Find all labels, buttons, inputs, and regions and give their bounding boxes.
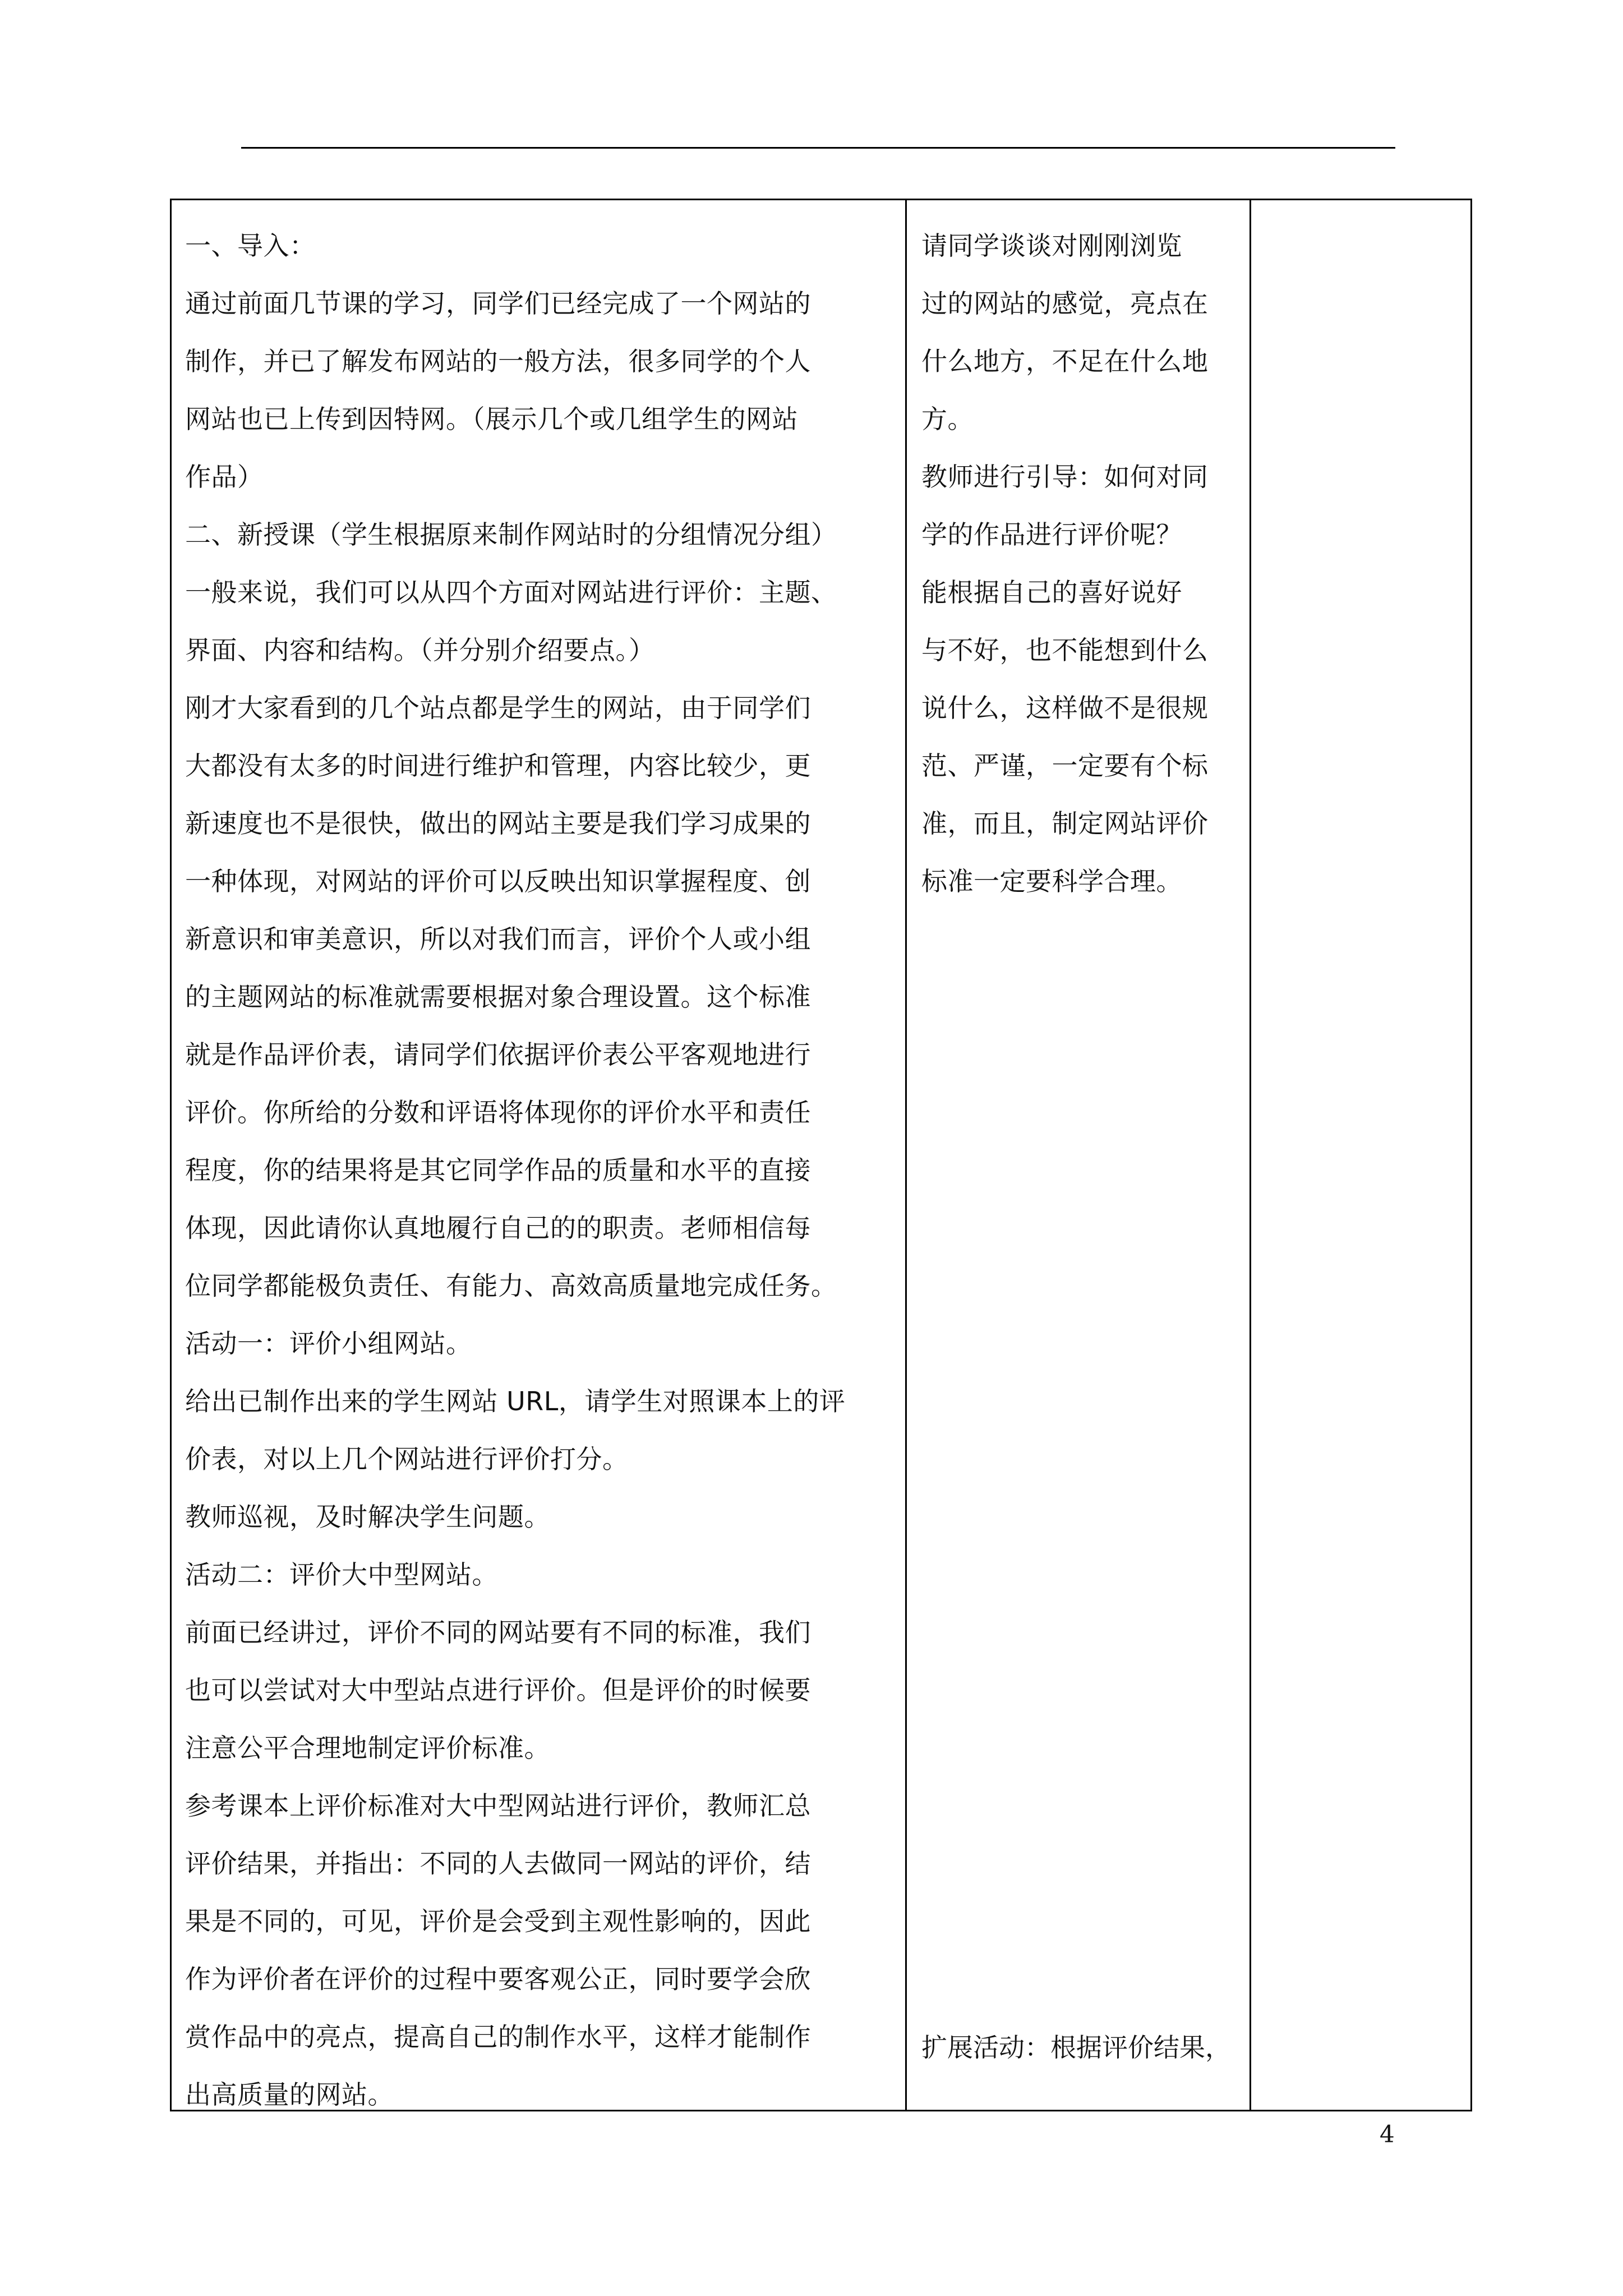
main-text-line: 二、新授课（学生根据原来制作网站时的分组情况分组）	[185, 519, 837, 550]
teacher-text-line: 请同学谈谈对刚刚浏览	[921, 231, 1182, 261]
main-text-line: 活动一：评价小组网站。	[185, 1328, 472, 1359]
main-text-line: 注意公平合理地制定评价标准。	[185, 1733, 550, 1763]
teacher-text-line: 范、严谨，一定要有个标	[921, 751, 1209, 781]
main-text-line: 的主题网站的标准就需要根据对象合理设置。这个标准	[185, 982, 811, 1012]
main-content-cell	[172, 200, 907, 2110]
teacher-text-line: 标准一定要科学合理。	[921, 866, 1182, 896]
main-text-line: 新意识和审美意识，所以对我们而言，评价个人或小组	[185, 924, 811, 954]
main-text-line: 一种体现，对网站的评价可以反映出知识掌握程度、创	[185, 866, 811, 896]
main-text-line: 刚才大家看到的几个站点都是学生的网站，由于同学们	[185, 693, 811, 723]
main-text-line: 一般来说，我们可以从四个方面对网站进行评价：主题、	[185, 577, 837, 608]
teacher-activity-text	[921, 217, 1209, 910]
main-text-line: 赏作品中的亮点，提高自己的制作水平，这样才能制作	[185, 2022, 811, 2052]
main-text-line: 也可以尝试对大中型站点进行评价。但是评价的时候要	[185, 1675, 811, 1705]
teacher-text-line: 学的作品进行评价呢？	[921, 519, 1182, 550]
main-text-line: 体现，因此请你认真地履行自己的的职责。老师相信每	[185, 1213, 811, 1243]
main-text-line: 制作，并已了解发布网站的一般方法，很多同学的个人	[185, 346, 811, 376]
main-text-line: 通过前面几节课的学习，同学们已经完成了一个网站的	[185, 288, 811, 319]
main-text-line: 网站也已上传到因特网。（展示几个或几组学生的网站	[185, 404, 798, 434]
main-text-line: 评价结果，并指出：不同的人去做同一网站的评价，结	[185, 1848, 811, 1879]
teacher-text-line: 什么地方，不足在什么地	[921, 346, 1209, 376]
main-text-line: 活动二：评价大中型网站。	[185, 1559, 498, 1590]
main-text-line: 界面、内容和结构。（并分别介绍要点。）	[185, 635, 655, 665]
teacher-text-line: 过的网站的感觉，亮点在	[921, 288, 1209, 319]
main-text-line: 参考课本上评价标准对大中型网站进行评价，教师汇总	[185, 1791, 811, 1821]
page-number: 4	[1380, 2120, 1395, 2148]
main-text-line: 价表，对以上几个网站进行评价打分。	[185, 1444, 629, 1474]
header-rule	[241, 147, 1395, 149]
main-content-text	[185, 217, 845, 2124]
teacher-text-line: 说什么，这样做不是很规	[921, 693, 1209, 723]
main-text-line: 评价。你所给的分数和评语将体现你的评价水平和责任	[185, 1097, 811, 1128]
main-text-line: 位同学都能极负责任、有能力、高效高质量地完成任务。	[185, 1271, 837, 1301]
main-text-line: 给出已制作出来的学生网站 URL，请学生对照课本上的评	[185, 1386, 846, 1416]
teacher-text-line: 方。	[921, 404, 974, 434]
main-text-line: 前面已经讲过，评价不同的网站要有不同的标准，我们	[185, 1617, 811, 1648]
main-text-line: 大都没有太多的时间进行维护和管理，内容比较少，更	[185, 751, 811, 781]
main-text-line: 新速度也不是很快，做出的网站主要是我们学习成果的	[185, 808, 811, 839]
teacher-activity-cell	[907, 200, 1251, 2110]
teacher-text-line: 与不好，也不能想到什么	[921, 635, 1209, 665]
main-text-line: 一、导入：	[185, 231, 316, 261]
main-text-line: 教师巡视，及时解决学生问题。	[185, 1502, 550, 1532]
notes-cell	[1251, 200, 1470, 2110]
main-text-line: 出高质量的网站。	[185, 2079, 394, 2110]
main-text-line: 果是不同的，可见，评价是会受到主观性影响的，因此	[185, 1906, 811, 1936]
main-text-line: 程度，你的结果将是其它同学作品的质量和水平的直接	[185, 1155, 811, 1185]
extension-activity-text: 扩展活动：根据评价结果，	[921, 2032, 1231, 2063]
main-text-line: 作品）	[185, 462, 264, 492]
main-text-line: 作为评价者在评价的过程中要客观公正，同时要学会欣	[185, 1964, 811, 1994]
teacher-text-line: 教师进行引导：如何对同	[921, 462, 1209, 492]
teacher-text-line: 准，而且，制定网站评价	[921, 808, 1209, 839]
teacher-text-line: 能根据自己的喜好说好	[921, 577, 1182, 608]
lesson-table	[170, 199, 1472, 2111]
main-text-line: 就是作品评价表，请同学们依据评价表公平客观地进行	[185, 1039, 811, 1070]
